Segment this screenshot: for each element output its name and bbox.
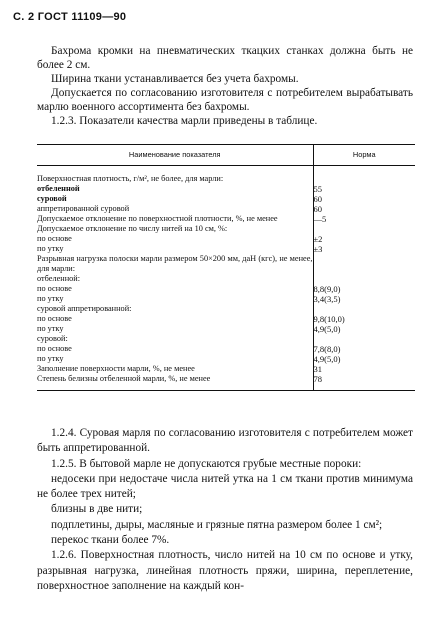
paragraph: Допускается по согласованию изготовителя с потребителем вырабатывать марлю военного ассортимента без бахромы.: [37, 87, 413, 113]
table-row: [37, 234, 415, 244]
row-label: по утку: [37, 324, 64, 333]
row-label: по основе: [37, 234, 72, 243]
row-norm-value: 4,9(5,0): [313, 324, 415, 334]
table-row: [37, 324, 415, 334]
row-norm-value: 60: [313, 194, 415, 204]
paragraph: перекос ткани более 7%.: [51, 534, 170, 547]
table-row: [37, 354, 415, 364]
row-label: по основе: [37, 344, 72, 353]
paragraph: 1.2.6. Поверхностная плотность, число нитей на 10 см по основе и утку, разрывная нагрузка, линейная плотность пряжи, ширина, переплетение, поверхностное заполнение на каждый кон-: [37, 549, 413, 592]
intro-text: [37, 44, 413, 128]
row-norm-value: [313, 224, 415, 234]
paragraph: Бахрома кромки на пневматических ткацких станках должна быть не более 2 см.: [37, 45, 413, 71]
paragraph: 1.2.4. Суровая марля по согласованию изготовителя с потребителем может быть аппретированной.: [37, 427, 413, 455]
table-row: [37, 314, 415, 324]
row-label: отбеленной:: [37, 274, 81, 283]
row-norm-value: [313, 254, 415, 274]
table-row: [37, 284, 415, 294]
row-label: по утку: [37, 294, 64, 303]
column-header-norm: Норма: [313, 145, 415, 166]
paragraph: близны в две нити;: [51, 503, 143, 516]
row-norm-value: 8,8(9,0): [313, 284, 415, 294]
row-label: Поверхностная плотность, г/м², не более, для марли:: [37, 174, 224, 183]
page-header: С. 2 ГОСТ 11109—90: [13, 11, 127, 23]
paragraph: подплетины, дыры, масляные и грязные пятна размером более 1 см²;: [51, 518, 383, 531]
paragraph: недосеки при недостаче числа нитей утка на 1 см ткани против минимума не более трех нитей;: [37, 472, 413, 501]
row-norm-value: [313, 304, 415, 314]
row-label: по утку: [37, 244, 64, 253]
table-row: [37, 294, 415, 304]
row-label: суровой:: [37, 334, 68, 343]
row-label: Допускаемое отклонение по поверхностной плотности, %, не менее: [37, 214, 278, 223]
row-norm-value: 9,8(10,0): [313, 314, 415, 324]
row-label: суровой: [37, 194, 67, 203]
table-row: [37, 214, 415, 224]
row-label: Степень белизны отбеленной марли, %, не менее: [37, 374, 313, 391]
row-label: по утку: [37, 354, 64, 363]
table-row: [37, 184, 415, 194]
row-label: аппретированной суровой: [37, 204, 130, 213]
row-norm-value: 60: [313, 204, 415, 214]
row-norm-value: [313, 174, 415, 184]
row-norm-value: [313, 334, 415, 344]
row-norm-value: ±2: [313, 234, 415, 244]
table-row: [37, 204, 415, 214]
table-row: [37, 174, 415, 184]
table-body: [37, 166, 415, 391]
row-norm-value: ±3: [313, 244, 415, 254]
table-row: [37, 254, 415, 274]
paragraph: 1.2.3. Показатели качества марли приведены в таблице.: [51, 115, 318, 127]
row-norm-value: 78: [313, 374, 415, 391]
row-norm-value: 55: [313, 184, 415, 194]
table-row: [37, 364, 415, 374]
row-norm-value: 3,4(3,5): [313, 294, 415, 304]
table-row: [37, 304, 415, 314]
body-text: [37, 426, 413, 594]
row-label: Разрывная нагрузка полоски марли размером 50×200 мм, даН (кгс), не менее, для марли:: [37, 254, 313, 273]
table-row: [37, 344, 415, 354]
row-label: отбеленной: [37, 184, 80, 193]
table-row: [37, 334, 415, 344]
row-norm-value: [313, 274, 415, 284]
row-label: по основе: [37, 284, 72, 293]
paragraph: Ширина ткани устанавливается без учета бахромы.: [51, 73, 299, 85]
paragraph: 1.2.5. В бытовой марле не допускаются грубые местные пороки:: [51, 457, 362, 470]
table-row: [37, 244, 415, 254]
table-row: [37, 194, 415, 204]
table-row: [37, 374, 415, 391]
table-header-row: [37, 145, 415, 166]
row-label: Заполнение поверхности марли, %, не менее: [37, 364, 195, 373]
table-row: [37, 274, 415, 284]
row-label: Допускаемое отклонение по числу нитей на 10 см, %:: [37, 224, 228, 233]
row-norm-value: 31: [313, 364, 415, 374]
row-norm-value: 7,8(8,0): [313, 344, 415, 354]
row-label: суровой аппретированной:: [37, 304, 132, 313]
row-norm-value: 4,9(5,0): [313, 354, 415, 364]
table-row: [37, 224, 415, 234]
row-norm-value: —5: [313, 214, 415, 224]
row-label: по основе: [37, 314, 72, 323]
column-header-name: Наименование показателя: [37, 145, 313, 166]
quality-table: [37, 144, 415, 391]
